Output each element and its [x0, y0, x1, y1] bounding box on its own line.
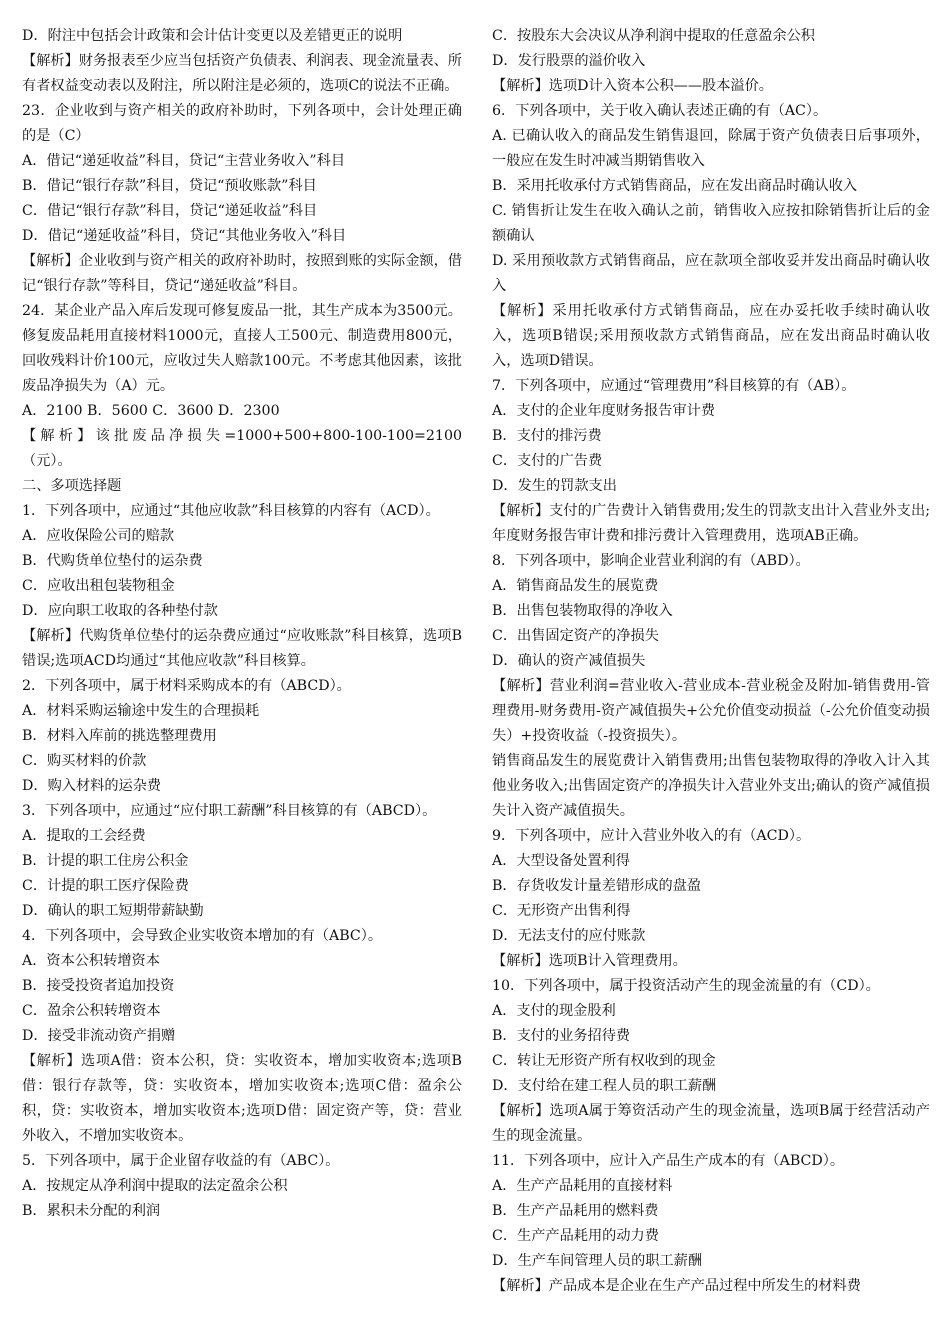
explanation-line: 【解析】采用托收承付方式销售商品，应在办妥托收手续时确认收入，选项B错误;采用预收款方式销售商品，应在发出商品时确认收入，选项D错误。 [492, 303, 930, 369]
option-line: C．出售固定资产的净损失 [492, 628, 659, 644]
question-line: 11．下列各项中，应计入产品生产成本的有（ABCD）。 [492, 1153, 845, 1169]
option-line: A．支付的现金股利 [492, 1003, 616, 1019]
option-line: D．应向职工收取的各种垫付款 [22, 603, 218, 619]
option-line: B．代购货单位垫付的运杂费 [22, 553, 203, 569]
explanation-line: 【解析】选项A借：资本公积，贷：实收资本，增加实收资本;选项B借：银行存款等，贷：实收资本，增加实收资本;选项C借：盈余公积，贷：实收资本，增加实收资本;选项D借：固定资产等，贷：营业外收入，不增加实收资本。 [22, 1053, 462, 1144]
option-line: C．按股东大会决议从净利润中提取的任意盈余公积 [492, 28, 815, 44]
option-line: A．材料采购运输途中发生的合理损耗 [22, 703, 260, 719]
text-line: 销售商品发生的展览费计入销售费用;出售包装物取得的净收入计入其他业务收入;出售固定资产的净损失计入营业外支出;确认的资产减值损失计入资产减值损失。 [492, 753, 930, 819]
option-line: B．支付的业务招待费 [492, 1028, 631, 1044]
option-line: D．借记“递延收益”科目，贷记“其他业务收入”科目 [22, 228, 347, 244]
question-line: 24．某企业产品入库后发现可修复废品一批，其生产成本为3500元。修复废品耗用直接材料1000元，直接人工500元、制造费用800元，回收残料计价100元，应收过失人赔款100元。不考虑其他因素，该批废品净损失为（A）元。 [22, 303, 462, 394]
option-line: C．计提的职工医疗保险费 [22, 878, 189, 894]
option-line: C. 销售折让发生在收入确认之前，销售收入应按扣除销售折让后的金额确认 [492, 203, 930, 244]
option-line: B．累积未分配的利润 [22, 1203, 161, 1219]
explanation-line: 【解析】支付的广告费计入销售费用;发生的罚款支出计入营业外支出;年度财务报告审计费和排污费计入管理费用，选项AB正确。 [492, 503, 930, 544]
option-line: B．生产产品耗用的燃料费 [492, 1203, 659, 1219]
option-line: D．发行股票的溢价收入 [492, 53, 646, 69]
explanation-line: 【解析】营业利润=营业收入-营业成本-营业税金及附加-销售费用-管理费用-财务费用-资产减值损失+公允价值变动损益（-公允价值变动损失）+投资收益（-投资损失）。 [492, 678, 930, 744]
option-line: C．借记“银行存款”科目，贷记“递延收益”科目 [22, 203, 318, 219]
option-line: B．采用托收承付方式销售商品，应在发出商品时确认收入 [492, 178, 858, 194]
option-line: B．借记“银行存款”科目，贷记“预收账款”科目 [22, 178, 317, 194]
option-line: A．销售商品发生的展览费 [492, 578, 659, 594]
explanation-line: 【解析】该批废品净损失=1000+500+800-100-100=2100（元）。 [22, 428, 462, 469]
option-line: A．生产产品耗用的直接材料 [492, 1178, 673, 1194]
question-line: 9．下列各项中，应计入营业外收入的有（ACD）。 [492, 828, 811, 844]
option-line: A．按规定从净利润中提取的法定盈余公积 [22, 1178, 288, 1194]
question-line: 4．下列各项中，会导致企业实收资本增加的有（ABC）。 [22, 928, 383, 944]
option-line: A．2100 B．5600 C．3600 D．2300 [22, 403, 280, 419]
question-line: 2．下列各项中，属于材料采购成本的有（ABCD）。 [22, 678, 351, 694]
question-line: 7．下列各项中，应通过“管理费用”科目核算的有（AB）。 [492, 378, 856, 394]
option-line: D．发生的罚款支出 [492, 478, 617, 494]
question-line: 23．企业收到与资产相关的政府补助时，下列各项中，会计处理正确的是（C） [22, 103, 462, 144]
option-line: C．无形资产出售利得 [492, 903, 631, 919]
option-line: C．盈余公积转增资本 [22, 1003, 161, 1019]
option-line: C．转让无形资产所有权收到的现金 [492, 1053, 716, 1069]
option-line: A．应收保险公司的赔款 [22, 528, 175, 544]
explanation-line: 【解析】选项B计入管理费用。 [492, 953, 687, 969]
option-line: A．借记“递延收益”科目，贷记“主营业务收入”科目 [22, 153, 346, 169]
explanation-line: 【解析】企业收到与资产相关的政府补助时，按照到账的实际金额，借记“银行存款”等科目，贷记“递延收益”科目。 [22, 253, 462, 294]
option-line: D．附注中包括会计政策和会计估计变更以及差错更正的说明 [22, 28, 403, 44]
section-heading: 二、多项选择题 [22, 478, 122, 494]
option-line: A．提取的工会经费 [22, 828, 146, 844]
left-column [22, 24, 462, 1224]
option-line: D．无法支付的应付账款 [492, 928, 646, 944]
option-line: C．应收出租包装物租金 [22, 578, 175, 594]
option-line: D．购入材料的运杂费 [22, 778, 162, 794]
option-line: C．购买材料的价款 [22, 753, 147, 769]
explanation-line: 【解析】代购货单位垫付的运杂费应通过“应收账款”科目核算，选项B错误;选项ACD均通过“其他应收款”科目核算。 [22, 628, 462, 669]
question-line: 8．下列各项中，影响企业营业利润的有（ABD）。 [492, 553, 810, 569]
option-line: A．资本公积转增资本 [22, 953, 160, 969]
option-line: A．大型设备处置利得 [492, 853, 630, 869]
option-line: C．支付的广告费 [492, 453, 603, 469]
question-line: 6．下列各项中，关于收入确认表述正确的有（AC）。 [492, 103, 828, 119]
option-line: B．材料入库前的挑选整理费用 [22, 728, 217, 744]
explanation-line: 【解析】产品成本是企业在生产产品过程中所发生的材料费 [492, 1278, 861, 1294]
option-line: D．支付给在建工程人员的职工薪酬 [492, 1078, 717, 1094]
option-line: B．计提的职工住房公积金 [22, 853, 189, 869]
option-line: D．确认的资产减值损失 [492, 653, 646, 669]
option-line: A．支付的企业年度财务报告审计费 [492, 403, 716, 419]
right-column [492, 24, 930, 1299]
option-line: D．生产车间管理人员的职工薪酬 [492, 1253, 703, 1269]
option-line: B．支付的排污费 [492, 428, 602, 444]
option-line: C．生产产品耗用的动力费 [492, 1228, 659, 1244]
explanation-line: 【解析】选项A属于筹资活动产生的现金流量，选项B属于经营活动产生的现金流量。 [492, 1103, 930, 1144]
option-line: B．出售包装物取得的净收入 [492, 603, 673, 619]
question-line: 3．下列各项中，应通过“应付职工薪酬”科目核算的有（ABCD）。 [22, 803, 437, 819]
question-line: 10．下列各项中，属于投资活动产生的现金流量的有（CD）。 [492, 978, 880, 994]
question-line: 1．下列各项中，应通过“其他应收款”科目核算的内容有（ACD）。 [22, 503, 440, 519]
option-line: A. 已确认收入的商品发生销售退回，除属于资产负债表日后事项外，一般应在发生时冲减当期销售收入 [492, 128, 930, 169]
option-line: D. 采用预收款方式销售商品，应在款项全部收妥并发出商品时确认收入 [492, 253, 930, 294]
option-line: D．接受非流动资产捐赠 [22, 1028, 176, 1044]
option-line: B．接受投资者追加投资 [22, 978, 175, 994]
option-line: D．确认的职工短期带薪缺勤 [22, 903, 204, 919]
option-line: B．存货收发计量差错形成的盘盈 [492, 878, 702, 894]
explanation-line: 【解析】选项D计入资本公积——股本溢价。 [492, 78, 773, 94]
question-line: 5．下列各项中，属于企业留存收益的有（ABC）。 [22, 1153, 340, 1169]
explanation-line: 【解析】财务报表至少应当包括资产负债表、利润表、现金流量表、所有者权益变动表以及附注，所以附注是必须的，选项C的说法不正确。 [22, 53, 462, 94]
